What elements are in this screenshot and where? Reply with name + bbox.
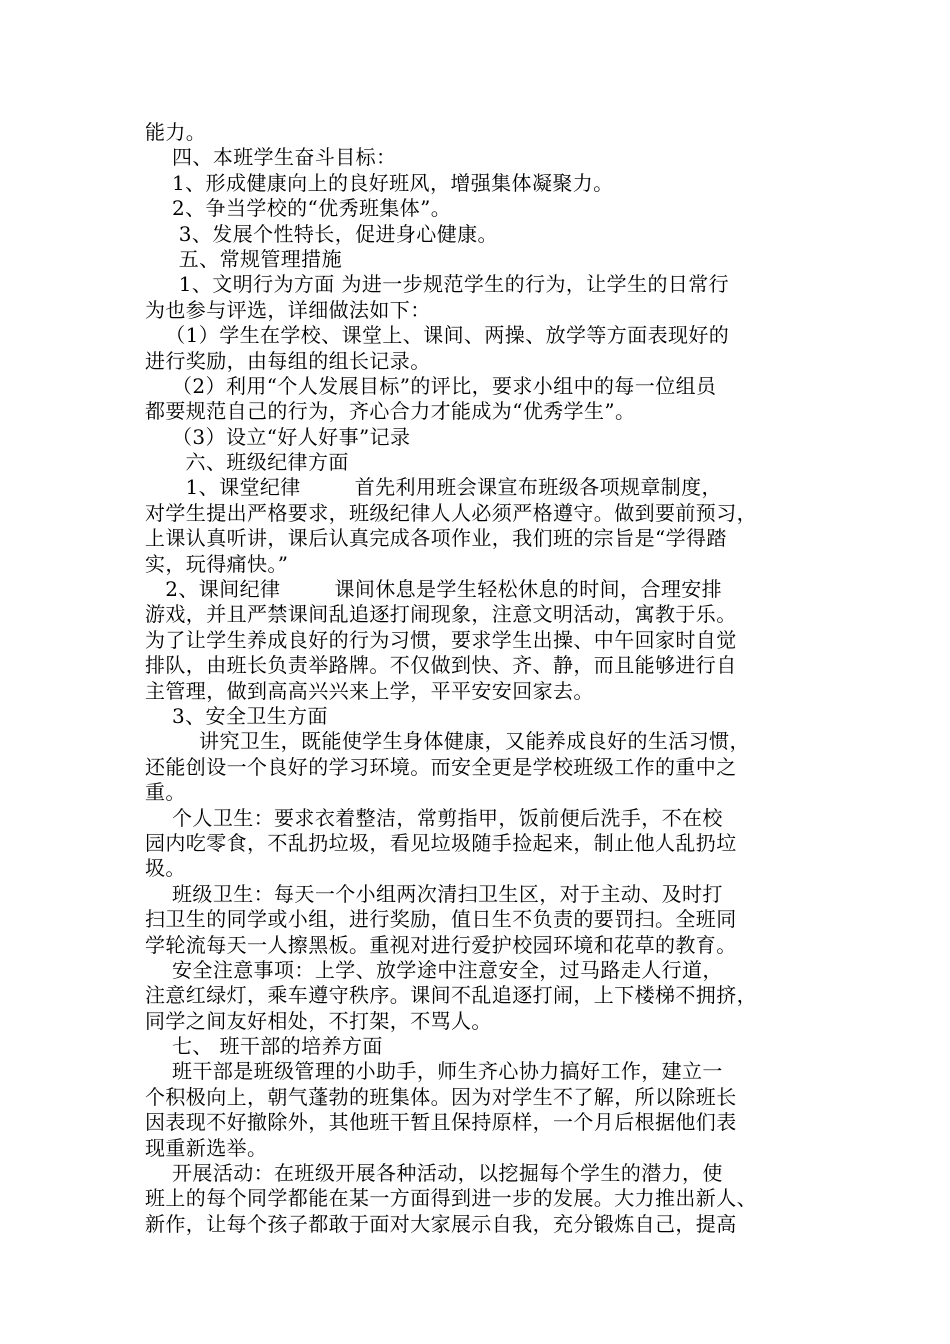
text-line: 开展活动：在班级开展各种活动，以挖掘每个学生的潜力，使 xyxy=(145,1161,723,1186)
text-line: 进行奖励，由每组的组长记录。 xyxy=(145,348,431,373)
text-line: 注意红绿灯，乘车遵守秩序。课间不乱追逐打闹，上下楼梯不拥挤， xyxy=(145,983,757,1008)
text-line: 1、文明行为方面 为进一步规范学生的行为，让学生的日常行 xyxy=(145,272,730,297)
text-line: 讲究卫生，既能使学生身体健康，又能养成良好的生活习惯， xyxy=(145,729,750,754)
text-line: 班级卫生：每天一个小组两次清扫卫生区，对于主动、及时打 xyxy=(145,881,723,906)
text-line: 扫卫生的同学或小组，进行奖励，值日生不负责的要罚扫。全班同 xyxy=(145,907,737,932)
text-line: 实，玩得痛快。” xyxy=(145,551,289,576)
text-line: 2、争当学校的“优秀班集体”。 xyxy=(145,196,452,221)
text-line: （1）学生在学校、课堂上、课间、两操、放学等方面表现好的 xyxy=(145,323,730,348)
text-line: 1、课堂纪律 首先利用班会课宣布班级各项规章制度， xyxy=(145,475,722,500)
text-line: 都要规范自己的行为，齐心合力才能成为“优秀学生”。 xyxy=(145,399,636,424)
text-line: 班上的每个同学都能在某一方面得到进一步的发展。大力推出新人、 xyxy=(145,1186,757,1211)
text-line: 对学生提出严格要求，班级纪律人人必须严格遵守。做到要前预习， xyxy=(145,500,757,525)
text-line: 现重新选举。 xyxy=(145,1135,268,1160)
text-line: 圾。 xyxy=(145,856,186,881)
text-line: 3、发展个性特长，促进身心健康。 xyxy=(145,221,498,246)
section-heading: 四、本班学生奋斗目标： xyxy=(145,145,397,170)
text-line: 班干部是班级管理的小助手，师生齐心协力搞好工作，建立一 xyxy=(145,1059,723,1084)
text-line: 同学之间友好相处，不打架，不骂人。 xyxy=(145,1008,492,1033)
text-line: （3）设立“好人好事”记录 xyxy=(145,424,411,449)
text-line: 个积极向上，朝气蓬勃的班集体。因为对学生不了解，所以除班长 xyxy=(145,1084,737,1109)
text-line: （2）利用“个人发展目标”的评比，要求小组中的每一位组员 xyxy=(145,373,717,398)
text-line: 为也参与评选，详细做法如下： xyxy=(145,297,431,322)
text-line: 能力。 xyxy=(145,120,207,144)
text-line: 上课认真听讲，课后认真完成各项作业，我们班的宗旨是“学得踏 xyxy=(145,526,727,551)
section-heading: 五、常规管理措施 xyxy=(145,246,342,271)
text-line: 园内吃零食，不乱扔垃圾，看见垃圾随手捡起来，制止他人乱扔垃 xyxy=(145,830,737,855)
text-line: 安全注意事项：上学、放学途中注意安全，过马路走人行道， xyxy=(145,957,723,982)
text-line: 重。 xyxy=(145,780,186,805)
text-line: 2、课间纪律 课间休息是学生轻松休息的时间，合理安排 xyxy=(145,577,723,602)
text-line: 新作，让每个孩子都敢于面对大家展示自我，充分锻炼自己，提高 xyxy=(145,1211,737,1236)
text-line: 还能创设一个良好的学习环境。而安全更是学校班级工作的重中之 xyxy=(145,754,737,779)
text-line: 个人卫生：要求衣着整洁，常剪指甲，饭前便后洗手，不在校 xyxy=(145,805,723,830)
text-line: 1、形成健康向上的良好班风，增强集体凝聚力。 xyxy=(145,170,614,195)
section-heading: 七、 班干部的培养方面 xyxy=(145,1034,383,1059)
text-line: 学轮流每天一人擦黑板。重视对进行爱护校园环境和花草的教育。 xyxy=(145,932,737,957)
text-line: 因表现不好撤除外，其他班干暂且保持原样，一个月后根据他们表 xyxy=(145,1110,737,1135)
text-line: 排队，由班长负责举路牌。不仅做到快、齐、静，而且能够进行自 xyxy=(145,653,737,678)
text-line: 主管理，做到高高兴兴来上学，平平安安回家去。 xyxy=(145,678,594,703)
document-body xyxy=(145,120,805,1237)
text-line: 3、安全卫生方面 xyxy=(145,703,328,728)
text-line: 为了让学生养成良好的行为习惯，要求学生出操、中午回家时自觉 xyxy=(145,627,737,652)
section-heading: 六、班级纪律方面 xyxy=(145,450,349,475)
text-line: 游戏，并且严禁课间乱追逐打闹现象，注意文明活动，寓教于乐。 xyxy=(145,602,737,627)
